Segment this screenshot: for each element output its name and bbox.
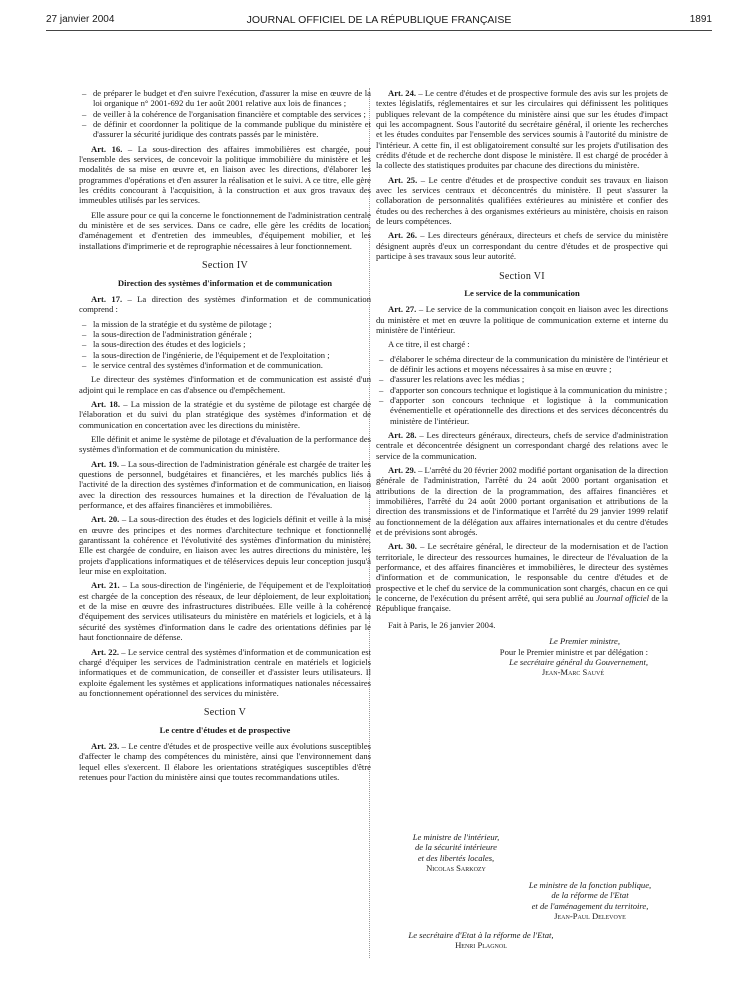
paragraph: Elle définit et anime le système de pilotage et d'évaluation de la performance des systèmes d'information et de communication du ministère. bbox=[79, 433, 371, 455]
paragraph: A ce titre, il est chargé : bbox=[388, 339, 470, 350]
right-column bbox=[376, 88, 668, 678]
article-text: – La sous-direction de l'ingénierie, de l'équipement et de l'exploitation est chargée de la conception des réseaux, de leur déploiement, de leur exploitation, et de la mise en œuvre des infrastructures distribuées. Elle veille à la cohérence d'équipement des services utilisateurs du ministère en matériels et logiciels, et à la sécurité des systèmes d'information dans le cadre des orientations définies par le haut fonctionnaire de défense. bbox=[79, 580, 371, 643]
list-item: – d'élaborer le schéma directeur de la communication du ministère de l'intérieur et de définir les actions et moyens nécessaires à sa mise en œuvre ; bbox=[376, 354, 668, 375]
paragraph: Le directeur des systèmes d'information et de communication est assisté d'un adjoint qui le remplace en cas d'absence ou d'empêchement. bbox=[79, 374, 371, 395]
section-title: Le service de la communication bbox=[464, 287, 580, 298]
article-label: Art. 24. bbox=[388, 88, 417, 98]
article-17 bbox=[79, 294, 371, 315]
article-label: Art. 19. bbox=[91, 458, 120, 469]
signature-line: Le ministre de la fonction publique, bbox=[528, 880, 652, 890]
article-label: Art. 18. bbox=[91, 398, 120, 409]
signature-line: Le secrétaire d'Etat à la réforme de l'Etat, bbox=[408, 930, 554, 940]
list-item: – de veiller à la cohérence de l'organisation financière et comptable des services ; bbox=[79, 109, 371, 119]
article-text: – La direction des systèmes d'information et de communication comprend : bbox=[79, 293, 371, 315]
article-22 bbox=[79, 647, 371, 699]
article-24 bbox=[376, 88, 668, 171]
list-item: – d'apporter son concours technique et logistique à la communication du ministre ; bbox=[376, 385, 668, 395]
article-16 bbox=[79, 144, 371, 206]
article-label: Art. 25. bbox=[388, 174, 418, 185]
page-header bbox=[46, 14, 712, 30]
article-text: – L'arrêté du 20 février 2002 modifié portant organisation de la direction générale de l'administration, l'arrêté du 24 août 2000 portant organisation et attributions de la direction de la programmation, des affaires financières et immobilières, l'arrêté du 24 août 2000 portant organisation et attributions de la direction des transmissions et de l'informatique et l'arrêté du 29 janvier 1999 relatif au fonctionnement de la délégation aux affaires internationales et du centre d'études et de prévisions sont abrogés. bbox=[376, 465, 668, 538]
header-page-number: 1891 bbox=[689, 14, 712, 25]
journal-officiel-title: Journal officiel bbox=[596, 593, 649, 604]
list-item: – la sous-direction de l'ingénierie, de l'équipement et de l'exploitation ; bbox=[79, 350, 371, 360]
article-text: – Le secrétaire général, le directeur de la modernisation et de l'action territoriale, le directeur des ressources humaines, le directeur de l'évaluation de la performance, et des affaires financières et immobilières, le directeur des systèmes d'information et de communication, le responsable du centre d'études et de prospective et le chef du service de la communication sont chargés, chacun en ce qui le concerne, de l'exécution du présent arrêté, qui sera publié au bbox=[376, 541, 668, 604]
list-item: – la sous-direction de l'administration générale ; bbox=[79, 329, 371, 339]
signature-line: Le secrétaire général du Gouvernement, bbox=[509, 656, 648, 667]
signature-line: Pour le Premier ministre et par délégation : bbox=[499, 646, 648, 657]
article-27-list bbox=[376, 354, 668, 426]
header-date: 27 janvier 2004 bbox=[46, 14, 115, 25]
section-heading: Section VI bbox=[499, 270, 545, 282]
article-label: Art. 16. bbox=[91, 143, 123, 154]
article-19 bbox=[79, 459, 371, 511]
signature-line: et de l'aménagement du territoire, bbox=[531, 900, 649, 911]
signature-line: Le ministre de l'intérieur, bbox=[412, 832, 500, 842]
article-label: Art. 30. bbox=[388, 541, 417, 552]
article-label: Art. 28. bbox=[388, 429, 417, 440]
article-text: – Les directeurs généraux, directeurs, chefs de service d'administration centrale et déconcentrée désignent un correspondant chargé des relations avec le service de la communication. bbox=[376, 429, 669, 461]
article-text: – Les directeurs généraux, directeurs et chefs de service du ministère désignent auprès d'eux un correspondant du centre d'études et de prospective qui participe à ses travaux sous leur autorité. bbox=[376, 230, 669, 262]
article-label: Art. 23. bbox=[91, 740, 120, 751]
article-text-end: de la République française. bbox=[376, 593, 668, 614]
list-item: – la mission de la stratégie et du système de pilotage ; bbox=[79, 319, 371, 329]
article-text: – Le centre d'études et de prospective veille aux évolutions susceptibles d'affecter le champ des compétences du ministère, ainsi que l'environnement dans lequel elles s'exercent. Il élabore les orientations stratégiques susceptibles d'être retenues pour l'action du ministère ainsi que toutes recommandations utiles. bbox=[79, 740, 371, 782]
section-title: Le centre d'études et de prospective bbox=[159, 724, 291, 735]
article-text: – La sous-direction de l'administration générale est chargée de traiter les questions de personnel, budgétaires et financières, et les marchés publics liés à l'activité de la direction des systèmes d'information et de communication, en liaison avec la direction des ressources humaines et la direction de l'évaluation de la performance, et des affaires financières et immobilières. bbox=[79, 458, 371, 511]
article-text: – La sous-direction des études et des logiciels définit et veille à la mise en œuvre des principes et des normes d'architecture technique et fonctionnelle garantissant la cohérence et l'évolutivité des systèmes d'information du ministère. Elle est chargée de conduire, en liaison avec les autres directions du ministère, les projets d'applications informatiques et de téléservices depuis leur conception jusqu'à leur mise en exploitation. bbox=[79, 514, 371, 577]
article-text: – Le service central des systèmes d'information et de communication est chargé d'équiper les services de l'administration centrale en matériels et logiciels informatiques et de communication, de conseiller et d'assister leurs utilisateurs. Il exploite également les systèmes et applications informatiques nationales nécessaires au fonctionnement opérationnel des services du ministère. bbox=[79, 646, 372, 698]
article-21 bbox=[79, 580, 371, 642]
section-heading: Section IV bbox=[201, 260, 249, 272]
signature-premier-ministre bbox=[376, 636, 668, 677]
header-rule bbox=[46, 30, 712, 31]
article-label: Art. 17. bbox=[91, 293, 123, 304]
signature-line: et des libertés locales, bbox=[417, 852, 495, 863]
signature-line: de la sécurité intérieure bbox=[414, 842, 497, 853]
signature-name: Jean-Marc Sauvé bbox=[541, 667, 604, 678]
article-text: – Le centre d'études et de prospective formule des avis sur les projets de textes législatifs, réglementaires et sur les circulaires qui définissent les politiques publiques relevant de la compétence du ministère ainsi que sur les études d'impact qui les accompagnent. Sous l'autorité du secrétaire général, il oriente les recherches et les études conduites par l'ensemble des services soumis à l'autorité du ministre de l'intérieur. A cette fin, il est obligatoirement consulté sur les projets d'utilisation des crédits d'étude et de recherche dont dispose le ministère. Il est chargé de procéder à la collecte des statistiques produites par chacune des directions du ministère. bbox=[376, 88, 668, 171]
article-text: – Le service de la communication conçoit en liaison avec les directions du ministère et met en œuvre la politique de communication externe et interne du ministère de l'intérieur. bbox=[376, 304, 669, 335]
section-title: Direction des systèmes d'information et de communication bbox=[117, 277, 333, 288]
list-item: – de préparer le budget et d'en suivre l'exécution, d'assurer la mise en œuvre de la loi organique n° 2001-692 du 1er août 2001 relative aux lois de finances ; bbox=[79, 88, 371, 109]
signature-name: Henri Plagnol bbox=[455, 940, 507, 951]
intro-list bbox=[79, 88, 371, 140]
article-text: – Le centre d'études et de prospective conduit ses travaux en liaison avec les services centraux et déconcentrés du ministère. Il peut s'assurer la collaboration de personnalités qualifiées extérieures au ministère et confier des études ou des recherches à des organismes extérieurs au ministère, choisis en raison de leurs compétences. bbox=[376, 174, 669, 227]
article-label: Art. 26. bbox=[388, 230, 418, 241]
list-item: – d'assurer les relations avec les médias ; bbox=[376, 374, 668, 384]
signature-secretaire-etat bbox=[376, 930, 586, 951]
list-item: – la sous-direction des études et des logiciels ; bbox=[79, 339, 371, 349]
article-label: Art. 27. bbox=[388, 304, 417, 315]
signature-name: Nicolas Sarkozy bbox=[426, 863, 486, 874]
list-item: – d'apporter son concours technique et logistique à la communication événementielle et opérationnelle des directions et des services déconcentrés du ministère de l'intérieur. bbox=[376, 395, 668, 426]
article-28 bbox=[376, 430, 668, 461]
article-label: Art. 22. bbox=[91, 646, 120, 657]
signing-date: Fait à Paris, le 26 janvier 2004. bbox=[388, 619, 496, 630]
list-item: – de définir et coordonner la politique de la commande publique du ministère et d'assurer la sécurité juridique des contrats passés par le ministère. bbox=[79, 119, 371, 140]
article-26 bbox=[376, 230, 668, 261]
section-heading: Section V bbox=[203, 707, 247, 719]
signature-title: Le Premier ministre, bbox=[549, 636, 620, 647]
signature-name: Jean-Paul Delevoye bbox=[554, 911, 626, 922]
article-17-list bbox=[79, 319, 371, 371]
list-item: – le service central des systèmes d'information et de communication. bbox=[79, 360, 371, 370]
article-20 bbox=[79, 514, 371, 576]
article-30 bbox=[376, 541, 668, 613]
article-label: Art. 29. bbox=[388, 465, 416, 475]
paragraph: Elle assure pour ce qui la concerne le fonctionnement de l'administration centrale du ministère et de ses services. Dans ce cadre, elle gère les crédits de location, d'aménagement et d'entretien des immeubles, d'équipement mobilier, et les installations d'imprimerie et de reprographie nécessaires à leur fonctionnement. bbox=[79, 209, 371, 251]
signature-ministre-interieur bbox=[376, 832, 536, 873]
article-text: – La mission de la stratégie et du système de pilotage est chargée de l'élaboration et du suivi du plan stratégique des systèmes d'information et de communication en concertation avec les directions du ministère. bbox=[79, 398, 372, 430]
article-27 bbox=[376, 304, 668, 335]
article-23 bbox=[79, 741, 371, 782]
article-label: Art. 20. bbox=[91, 514, 120, 525]
article-label: Art. 21. bbox=[91, 580, 120, 591]
article-text: – La sous-direction des affaires immobilières est chargée, pour l'ensemble des services, de concevoir la politique immobilière du ministère et les modalités de sa mise en œuvre et, en liaison avec les directions, d'élaborer les programmes d'opérations et d'en assurer la réalisation et le suivi. A ce titre, elle gère les crédits concourant à l'acquisition, à la construction et aux gros travaux des immeubles utilisés par les services. bbox=[79, 143, 371, 206]
signature-line: de la réforme de l'Etat bbox=[551, 890, 629, 901]
signature-ministre-fonction-publique bbox=[490, 880, 690, 921]
left-column bbox=[79, 88, 371, 786]
article-18 bbox=[79, 399, 371, 430]
article-25 bbox=[376, 175, 668, 227]
article-29 bbox=[376, 465, 668, 537]
header-journal-title: JOURNAL OFFICIEL DE LA RÉPUBLIQUE FRANÇAISE bbox=[246, 14, 512, 26]
